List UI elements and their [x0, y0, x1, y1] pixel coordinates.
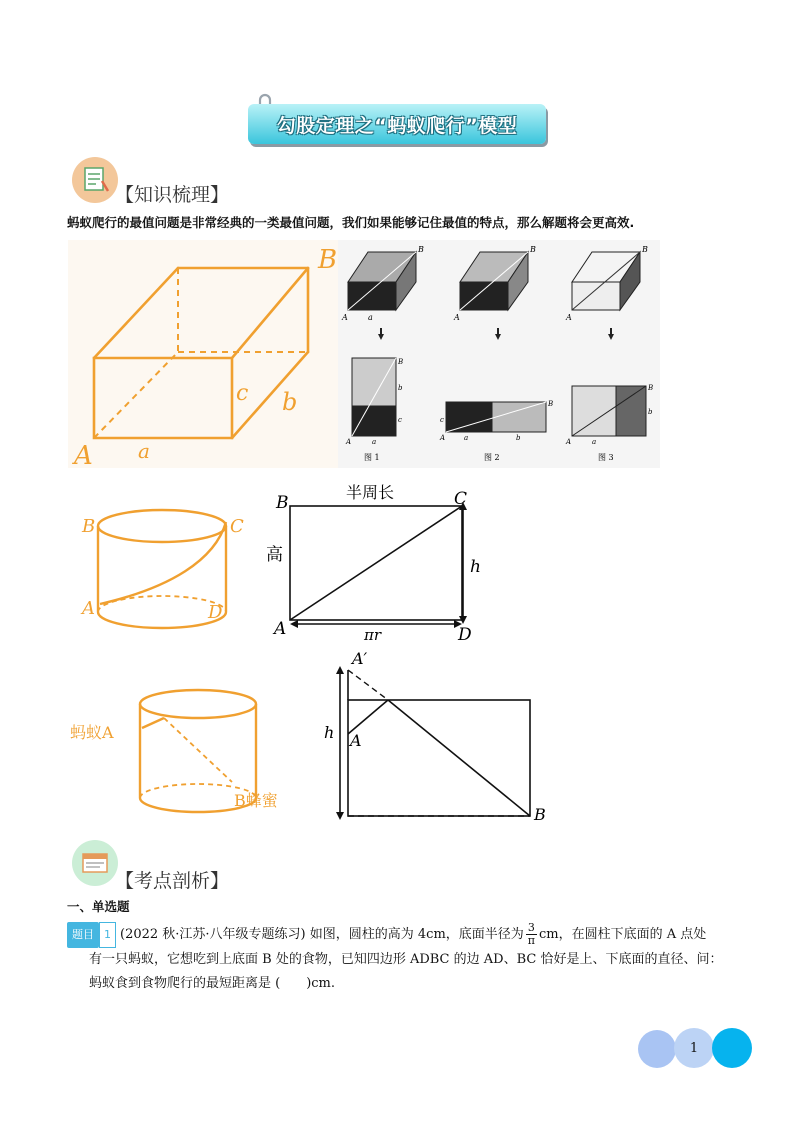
title-banner	[248, 104, 546, 144]
section-heading-analysis: 【考点剖析】	[115, 870, 230, 892]
u2-label-a: a	[464, 434, 469, 442]
question-1-line-3: 蚂蚁食到食物爬行的最短距离是 ( )cm.	[89, 976, 336, 991]
caption-fig1: 图 1	[364, 453, 380, 462]
deco-circle	[712, 1028, 752, 1068]
cyl1-label-A: A	[82, 598, 95, 619]
rect1-label-h: h	[470, 557, 481, 577]
label-b: b	[282, 388, 298, 416]
label-c: c	[236, 381, 249, 406]
u3-label-b: b	[648, 408, 653, 416]
fig3-label-B: B	[642, 245, 648, 254]
cyl2-label-ant: 蚂蚁A	[70, 723, 114, 742]
u2-label-B: B	[548, 400, 554, 408]
fig2-label-B: B	[530, 245, 536, 254]
rect2-label-B: B	[534, 805, 546, 824]
rect1-label-top: 半周长	[346, 483, 395, 502]
intro-paragraph: 蚂蚁爬行的最值问题是非常经典的一类最值问题，我们如果能够记住最值的特点，那么解题将会更高效.	[67, 215, 635, 230]
fraction-radius	[526, 922, 537, 947]
notes-icon	[72, 157, 118, 203]
question-1-line-1	[67, 922, 767, 948]
fraction-denominator: π	[527, 934, 536, 947]
rect1-label-D: D	[458, 625, 472, 645]
rect1-label-A: A	[274, 619, 287, 639]
page-number-badge	[638, 1028, 752, 1068]
label-B: B	[318, 245, 338, 275]
question-1-line-2: 有一只蚂蚁，它想吃到上底面 B 处的食物，已知四边形 ADBC 的边 AD、BC 恰好是上、下底面的直径、问：	[89, 952, 723, 967]
cyl2-label-bee: B蜂蜜	[234, 791, 278, 810]
question-badge: 题目	[67, 922, 99, 948]
unfold-rectangle-2	[318, 640, 558, 832]
fig3-label-A: A	[566, 313, 572, 322]
fraction-numerator: 3	[526, 922, 537, 935]
u2-label-c: c	[440, 416, 444, 424]
rect2-label-A: A	[350, 731, 362, 750]
rect1-label-side: 高	[266, 545, 283, 565]
question-source: (2022 秋·江苏·八年级专题练习)	[120, 927, 306, 942]
question-text-part1: 如图，圆柱的高为 4cm，底面半径为	[309, 927, 524, 942]
question-text-part2: cm，在圆柱下底面的 A 点处	[539, 927, 707, 942]
u3-label-B: B	[648, 384, 654, 392]
fig1-label-B: B	[418, 245, 424, 254]
fig1-label-a: a	[368, 313, 373, 322]
label-A: A	[74, 441, 93, 468]
deco-circle	[638, 1030, 676, 1068]
question-number: 1	[99, 922, 116, 948]
u2-label-A: A	[440, 434, 446, 442]
rect1-label-C: C	[454, 489, 468, 509]
u1-label-A: A	[346, 438, 352, 446]
caption-fig2: 图 2	[484, 453, 500, 462]
rect2-label-A-prime: A′	[352, 649, 368, 668]
u3-label-A: A	[566, 438, 572, 446]
cuboid-figure	[68, 240, 348, 468]
u1-label-B: B	[398, 358, 404, 366]
question-1	[67, 922, 767, 996]
u3-label-a: a	[592, 438, 597, 446]
cylinder-figure-2	[70, 680, 300, 830]
u1-label-a: a	[372, 438, 377, 446]
cyl1-label-C: C	[230, 516, 244, 537]
rect1-label-bottom: πr	[364, 626, 382, 644]
fig2-label-A: A	[454, 313, 460, 322]
rect1-label-B: B	[276, 493, 289, 513]
cyl1-label-D: D	[208, 602, 223, 623]
u1-label-c: c	[398, 416, 402, 424]
u2-label-b: b	[516, 434, 521, 442]
subheading-single-choice: 一、单选题	[67, 899, 130, 914]
caption-fig3: 图 3	[598, 453, 614, 462]
page-title: 勾股定理之“蚂蚁爬行”模型	[276, 114, 518, 137]
unfold-figures	[338, 240, 660, 468]
fig1-label-A: A	[342, 313, 348, 322]
section-heading-knowledge: 【知识梳理】	[115, 184, 230, 206]
page-number: 1	[674, 1028, 714, 1068]
cylinder-figure-1	[80, 500, 250, 650]
rect2-label-h: h	[324, 723, 335, 742]
label-a: a	[138, 439, 150, 463]
u1-label-b: b	[398, 384, 403, 392]
cyl1-label-B: B	[82, 516, 96, 537]
unfold-rectangle-1	[258, 478, 508, 646]
clipboard-icon	[72, 840, 118, 886]
